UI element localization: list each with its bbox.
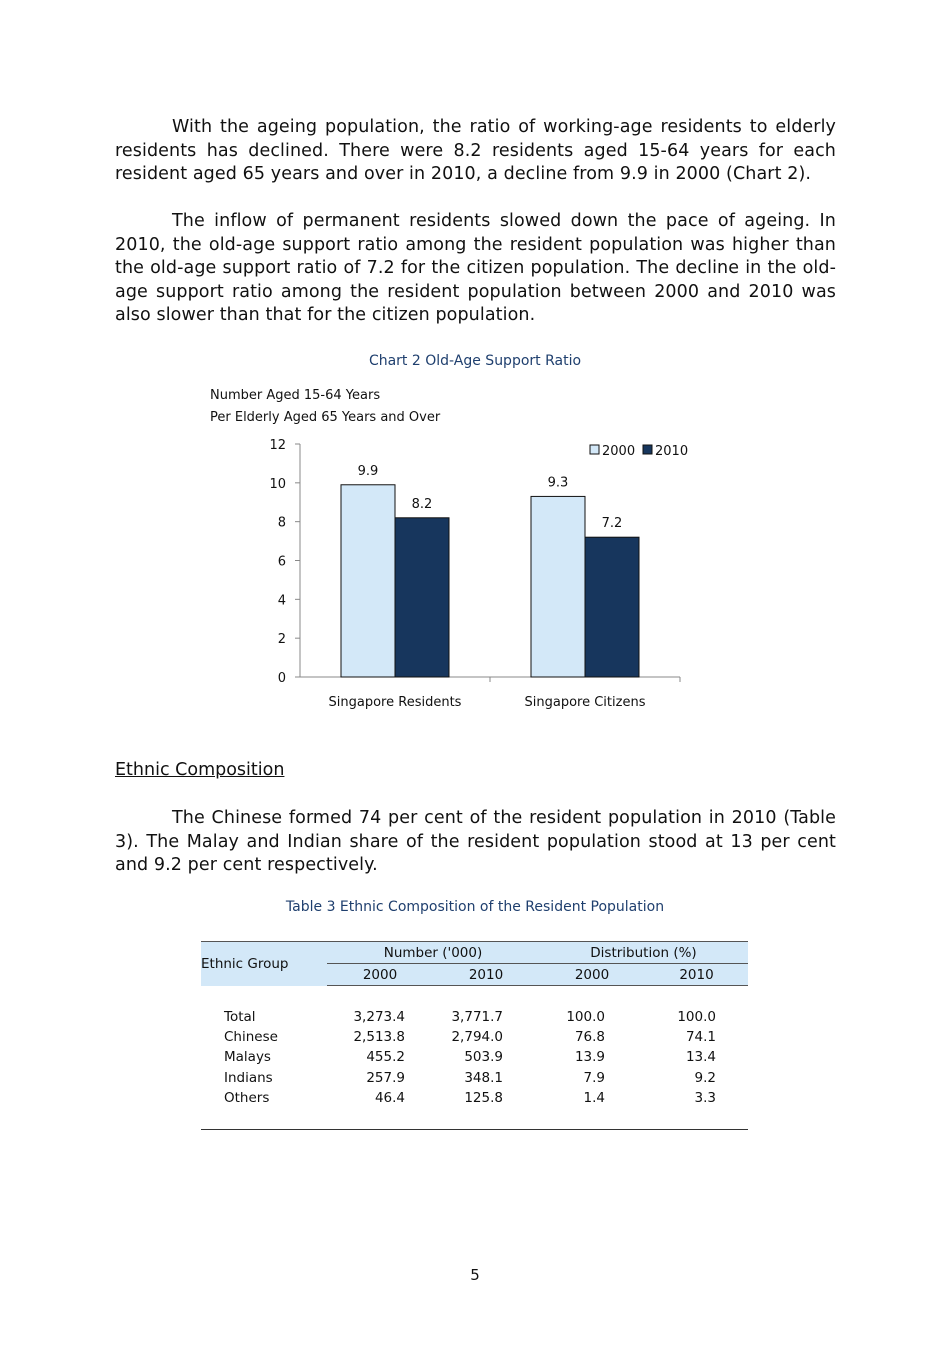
cell: 2,513.8 — [353, 1028, 405, 1045]
data-label: 9.9 — [357, 463, 379, 479]
y-tick-label: 4 — [277, 593, 286, 609]
cell: 3,273.4 — [353, 1008, 405, 1025]
section-heading: Ethnic Composition — [115, 760, 285, 780]
header-ethnic-group: Ethnic Group — [201, 942, 327, 986]
bar-2000 — [531, 496, 585, 677]
x-category-label: Singapore Citizens — [524, 695, 646, 710]
legend-label: 2010 — [655, 444, 689, 459]
y-tick-label: 6 — [277, 554, 286, 570]
data-label: 7.2 — [601, 516, 623, 532]
cell: 125.8 — [464, 1090, 503, 1107]
paragraph-ageing: With the ageing population, the ratio of working-age residents to elderly residents has declined. There were 8.2 residents aged 15-64 years for each resident aged 65 years and over in 2010, a decline from 9.9 in 2000 (Chart 2). — [115, 117, 836, 184]
legend-label: 2000 — [602, 444, 636, 459]
row-label: Total — [224, 1008, 256, 1025]
table-row — [201, 1068, 748, 1088]
row-label: Chinese — [224, 1028, 278, 1045]
cell: 3,771.7 — [451, 1008, 503, 1025]
table-caption: Table 3 Ethnic Composition of the Resident Population — [285, 899, 665, 915]
cell: 503.9 — [464, 1049, 503, 1066]
header-distribution: Distribution (%) — [539, 942, 748, 964]
header-year: 2010 — [433, 964, 539, 986]
table-row — [201, 1088, 748, 1108]
cell: 100.0 — [566, 1008, 605, 1025]
paragraph-ethnic: The Chinese formed 74 per cent of the resident population in 2010 (Table 3). The Malay and Indian share of the resident population stood at 13 per cent and 9.2 per cent respectively. — [115, 808, 836, 875]
cell: 7.9 — [583, 1069, 605, 1086]
header-year: 2000 — [327, 964, 433, 986]
cell: 13.4 — [685, 1049, 716, 1066]
y-tick-label: 12 — [269, 438, 286, 453]
y-tick-label: 10 — [269, 476, 286, 492]
cell: 76.8 — [574, 1028, 605, 1045]
cell: 455.2 — [366, 1049, 405, 1066]
y-tick-label: 8 — [277, 515, 286, 531]
cell: 348.1 — [464, 1069, 503, 1086]
data-label: 9.3 — [547, 475, 569, 491]
header-year: 2010 — [645, 964, 748, 986]
header-number: Number ('000) — [327, 942, 539, 964]
legend-swatch — [643, 445, 652, 454]
cell: 257.9 — [366, 1069, 405, 1086]
cell: 9.2 — [694, 1069, 716, 1086]
bar-2010 — [585, 537, 639, 677]
page-number: 5 — [470, 1266, 480, 1284]
cell: 100.0 — [677, 1008, 716, 1025]
x-category-label: Singapore Residents — [328, 695, 462, 710]
legend-swatch — [590, 445, 599, 454]
cell: 46.4 — [374, 1090, 405, 1107]
data-label: 8.2 — [411, 496, 433, 512]
bar-2000 — [341, 485, 395, 677]
y-tick-label: 2 — [277, 632, 286, 648]
table-row — [201, 1047, 748, 1067]
row-label: Others — [224, 1090, 270, 1107]
table-row — [201, 1006, 748, 1026]
cell: 2,794.0 — [451, 1028, 503, 1045]
cell: 74.1 — [685, 1028, 716, 1045]
row-label: Indians — [224, 1069, 273, 1086]
cell: 1.4 — [583, 1090, 605, 1107]
cell: 3.3 — [694, 1090, 716, 1107]
table-row — [201, 1027, 748, 1047]
paragraph-inflow: The inflow of permanent residents slowed down the pace of ageing. In 2010, the old-age support ratio among the resident population was higher than the old-age support ratio of 7.2 for the citizen population. The decline in the old-age support ratio among the resident population between 2000 and 2010 was also slower than that for the citizen population. — [115, 211, 836, 325]
chart-title: Chart 2 Old-Age Support Ratio — [368, 353, 582, 369]
chart-ylabel-line-1: Number Aged 15-64 Years — [210, 388, 381, 403]
cell: 13.9 — [574, 1049, 605, 1066]
header-year: 2000 — [539, 964, 645, 986]
row-label: Malays — [224, 1049, 271, 1066]
ethnic-composition-table — [201, 941, 748, 1130]
chart-ylabel-line-2: Per Elderly Aged 65 Years and Over — [210, 410, 441, 425]
y-tick-label: 0 — [277, 671, 286, 686]
bar-2010 — [395, 518, 449, 677]
